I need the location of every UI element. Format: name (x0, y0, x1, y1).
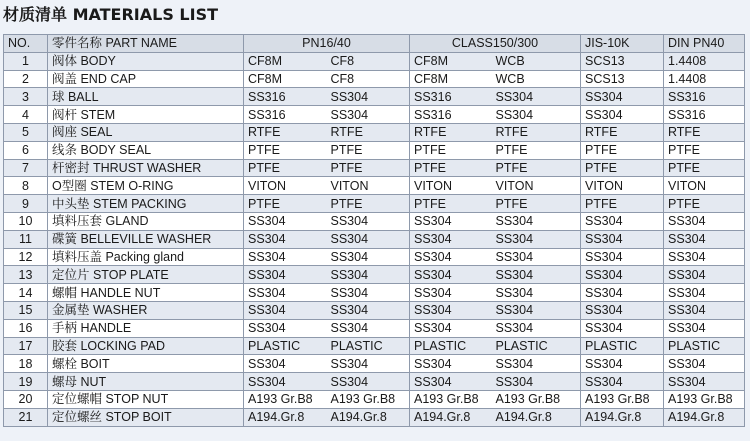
cell-class-b: SS304 (492, 248, 581, 266)
cell-pn-a: PTFE (244, 159, 327, 177)
cell-jis: VITON (581, 177, 664, 195)
cell-no: 8 (4, 177, 48, 195)
cell-din: PLASTIC (664, 337, 745, 355)
cell-pn-b: VITON (327, 177, 410, 195)
table-row (4, 408, 745, 426)
cell-jis: SS304 (581, 106, 664, 124)
cell-class-b: SS304 (492, 373, 581, 391)
cell-jis: RTFE (581, 123, 664, 141)
cell-jis: SS304 (581, 284, 664, 302)
cell-pn-a: A194.Gr.8 (244, 408, 327, 426)
cell-class-a: SS304 (410, 355, 492, 373)
cell-jis: SS304 (581, 212, 664, 230)
cell-jis: SS304 (581, 88, 664, 106)
cell-no: 10 (4, 212, 48, 230)
cell-no: 21 (4, 408, 48, 426)
cell-pn-a: SS304 (244, 301, 327, 319)
cell-part-name: 线条 BODY SEAL (48, 141, 244, 159)
cell-class-b: SS304 (492, 355, 581, 373)
cell-jis: SCS13 (581, 70, 664, 88)
cell-pn-b: SS304 (327, 301, 410, 319)
cell-class-b: VITON (492, 177, 581, 195)
header-pn16-40: PN16/40 (244, 35, 410, 53)
cell-no: 15 (4, 301, 48, 319)
cell-pn-b: PTFE (327, 159, 410, 177)
cell-jis: SS304 (581, 248, 664, 266)
cell-class-a: SS304 (410, 373, 492, 391)
cell-pn-a: PTFE (244, 141, 327, 159)
cell-pn-a: SS304 (244, 230, 327, 248)
cell-pn-b: PLASTIC (327, 337, 410, 355)
table-row (4, 337, 745, 355)
cell-no: 19 (4, 373, 48, 391)
cell-jis: PLASTIC (581, 337, 664, 355)
cell-class-a: A193 Gr.B8 (410, 390, 492, 408)
cell-class-b: SS304 (492, 301, 581, 319)
cell-pn-a: CF8M (244, 52, 327, 70)
cell-din: SS304 (664, 355, 745, 373)
cell-part-name: 填料压套 GLAND (48, 212, 244, 230)
cell-no: 2 (4, 70, 48, 88)
cell-pn-a: VITON (244, 177, 327, 195)
cell-class-b: A193 Gr.B8 (492, 390, 581, 408)
cell-pn-b: A194.Gr.8 (327, 408, 410, 426)
cell-class-b: SS304 (492, 284, 581, 302)
cell-part-name: 螺帽 HANDLE NUT (48, 284, 244, 302)
cell-class-a: PTFE (410, 159, 492, 177)
cell-part-name: 螺母 NUT (48, 373, 244, 391)
cell-din: SS304 (664, 212, 745, 230)
cell-no: 13 (4, 266, 48, 284)
header-no: NO. (4, 35, 48, 53)
cell-din: A194.Gr.8 (664, 408, 745, 426)
cell-part-name: 定位片 STOP PLATE (48, 266, 244, 284)
cell-class-a: SS316 (410, 106, 492, 124)
table-header-row (4, 35, 745, 53)
table-row (4, 195, 745, 213)
cell-din: SS316 (664, 106, 745, 124)
table-row (4, 373, 745, 391)
table-row (4, 70, 745, 88)
page-title: 材质清单 MATERIALS LIST (3, 5, 219, 24)
cell-pn-a: SS304 (244, 373, 327, 391)
cell-pn-b: SS304 (327, 319, 410, 337)
cell-no: 11 (4, 230, 48, 248)
cell-jis: SS304 (581, 373, 664, 391)
cell-part-name: 螺栓 BOIT (48, 355, 244, 373)
cell-jis: SCS13 (581, 52, 664, 70)
cell-pn-b: SS304 (327, 266, 410, 284)
cell-part-name: 定位螺帽 STOP NUT (48, 390, 244, 408)
cell-jis: SS304 (581, 301, 664, 319)
cell-part-name: 定位螺丝 STOP BOIT (48, 408, 244, 426)
cell-pn-a: CF8M (244, 70, 327, 88)
cell-part-name: 中头垫 STEM PACKING (48, 195, 244, 213)
cell-class-b: A194.Gr.8 (492, 408, 581, 426)
cell-pn-b: SS304 (327, 373, 410, 391)
cell-class-a: SS304 (410, 319, 492, 337)
cell-no: 18 (4, 355, 48, 373)
cell-jis: A194.Gr.8 (581, 408, 664, 426)
cell-no: 12 (4, 248, 48, 266)
table-row (4, 230, 745, 248)
cell-no: 6 (4, 141, 48, 159)
cell-part-name: 胶套 LOCKING PAD (48, 337, 244, 355)
cell-part-name: 金属垫 WASHER (48, 301, 244, 319)
table-row (4, 159, 745, 177)
cell-class-b: SS304 (492, 212, 581, 230)
table-row (4, 390, 745, 408)
table-row (4, 284, 745, 302)
cell-din: VITON (664, 177, 745, 195)
cell-no: 16 (4, 319, 48, 337)
cell-class-b: SS304 (492, 319, 581, 337)
cell-jis: SS304 (581, 266, 664, 284)
header-part-name: 零件名称 PART NAME (48, 35, 244, 53)
cell-no: 9 (4, 195, 48, 213)
cell-class-b: WCB (492, 52, 581, 70)
cell-pn-b: SS304 (327, 248, 410, 266)
cell-jis: A193 Gr.B8 (581, 390, 664, 408)
cell-pn-a: SS304 (244, 248, 327, 266)
cell-pn-a: A193 Gr.B8 (244, 390, 327, 408)
cell-part-name: 阀杆 STEM (48, 106, 244, 124)
table-row (4, 301, 745, 319)
cell-part-name: 填料压盖 Packing gland (48, 248, 244, 266)
cell-pn-a: SS304 (244, 355, 327, 373)
cell-no: 5 (4, 123, 48, 141)
table-row (4, 177, 745, 195)
materials-table (3, 34, 745, 427)
cell-pn-a: SS304 (244, 319, 327, 337)
cell-class-a: VITON (410, 177, 492, 195)
cell-pn-a: SS304 (244, 266, 327, 284)
table-row (4, 52, 745, 70)
cell-class-b: PTFE (492, 159, 581, 177)
cell-class-b: SS304 (492, 266, 581, 284)
cell-din: SS304 (664, 373, 745, 391)
cell-din: 1.4408 (664, 52, 745, 70)
cell-no: 17 (4, 337, 48, 355)
cell-jis: PTFE (581, 159, 664, 177)
header-class150-300: CLASS150/300 (410, 35, 581, 53)
cell-din: SS304 (664, 284, 745, 302)
cell-pn-b: SS304 (327, 88, 410, 106)
cell-pn-b: SS304 (327, 212, 410, 230)
cell-no: 20 (4, 390, 48, 408)
cell-no: 14 (4, 284, 48, 302)
cell-part-name: 手柄 HANDLE (48, 319, 244, 337)
cell-jis: PTFE (581, 195, 664, 213)
header-din-pn40: DIN PN40 (664, 35, 745, 53)
cell-class-b: PTFE (492, 195, 581, 213)
cell-class-b: SS304 (492, 230, 581, 248)
cell-din: SS304 (664, 319, 745, 337)
cell-pn-b: SS304 (327, 106, 410, 124)
cell-jis: PTFE (581, 141, 664, 159)
cell-din: 1.4408 (664, 70, 745, 88)
cell-no: 3 (4, 88, 48, 106)
cell-pn-a: SS316 (244, 106, 327, 124)
cell-part-name: 阀盖 END CAP (48, 70, 244, 88)
cell-jis: SS304 (581, 355, 664, 373)
cell-class-a: RTFE (410, 123, 492, 141)
cell-class-a: PTFE (410, 195, 492, 213)
cell-jis: SS304 (581, 319, 664, 337)
cell-din: PTFE (664, 195, 745, 213)
cell-class-a: SS304 (410, 230, 492, 248)
cell-pn-b: PTFE (327, 141, 410, 159)
cell-part-name: 碟簧 BELLEVILLE WASHER (48, 230, 244, 248)
cell-part-name: 球 BALL (48, 88, 244, 106)
cell-class-a: CF8M (410, 52, 492, 70)
cell-class-a: A194.Gr.8 (410, 408, 492, 426)
cell-part-name: O型圈 STEM O-RING (48, 177, 244, 195)
cell-pn-a: PTFE (244, 195, 327, 213)
cell-pn-b: SS304 (327, 355, 410, 373)
cell-class-a: PLASTIC (410, 337, 492, 355)
cell-class-b: SS304 (492, 88, 581, 106)
cell-class-a: CF8M (410, 70, 492, 88)
cell-din: SS304 (664, 266, 745, 284)
table-row (4, 123, 745, 141)
cell-pn-b: SS304 (327, 284, 410, 302)
table-row (4, 88, 745, 106)
cell-class-a: SS304 (410, 248, 492, 266)
cell-din: SS316 (664, 88, 745, 106)
cell-pn-a: SS304 (244, 212, 327, 230)
table-row (4, 355, 745, 373)
table-row (4, 212, 745, 230)
cell-pn-b: SS304 (327, 230, 410, 248)
cell-part-name: 阀体 BODY (48, 52, 244, 70)
table-row (4, 319, 745, 337)
cell-pn-a: SS316 (244, 88, 327, 106)
cell-pn-a: PLASTIC (244, 337, 327, 355)
cell-din: PTFE (664, 159, 745, 177)
cell-din: SS304 (664, 248, 745, 266)
table-row (4, 141, 745, 159)
cell-class-a: PTFE (410, 141, 492, 159)
cell-class-b: PTFE (492, 141, 581, 159)
cell-class-b: SS304 (492, 106, 581, 124)
cell-class-a: SS316 (410, 88, 492, 106)
cell-no: 4 (4, 106, 48, 124)
cell-pn-b: PTFE (327, 195, 410, 213)
cell-pn-b: CF8 (327, 70, 410, 88)
cell-din: PTFE (664, 141, 745, 159)
cell-jis: SS304 (581, 230, 664, 248)
cell-pn-b: RTFE (327, 123, 410, 141)
cell-class-a: SS304 (410, 266, 492, 284)
header-jis-10k: JIS-10K (581, 35, 664, 53)
cell-din: SS304 (664, 301, 745, 319)
cell-pn-b: CF8 (327, 52, 410, 70)
cell-pn-a: RTFE (244, 123, 327, 141)
cell-no: 1 (4, 52, 48, 70)
cell-no: 7 (4, 159, 48, 177)
materials-table-body (4, 35, 745, 427)
cell-din: A193 Gr.B8 (664, 390, 745, 408)
cell-class-b: RTFE (492, 123, 581, 141)
cell-class-a: SS304 (410, 301, 492, 319)
cell-din: SS304 (664, 230, 745, 248)
cell-pn-b: A193 Gr.B8 (327, 390, 410, 408)
cell-class-a: SS304 (410, 212, 492, 230)
cell-class-a: SS304 (410, 284, 492, 302)
table-row (4, 106, 745, 124)
table-row (4, 248, 745, 266)
cell-pn-a: SS304 (244, 284, 327, 302)
cell-class-b: WCB (492, 70, 581, 88)
cell-din: RTFE (664, 123, 745, 141)
cell-part-name: 杆密封 THRUST WASHER (48, 159, 244, 177)
table-row (4, 266, 745, 284)
cell-part-name: 阀座 SEAL (48, 123, 244, 141)
cell-class-b: PLASTIC (492, 337, 581, 355)
